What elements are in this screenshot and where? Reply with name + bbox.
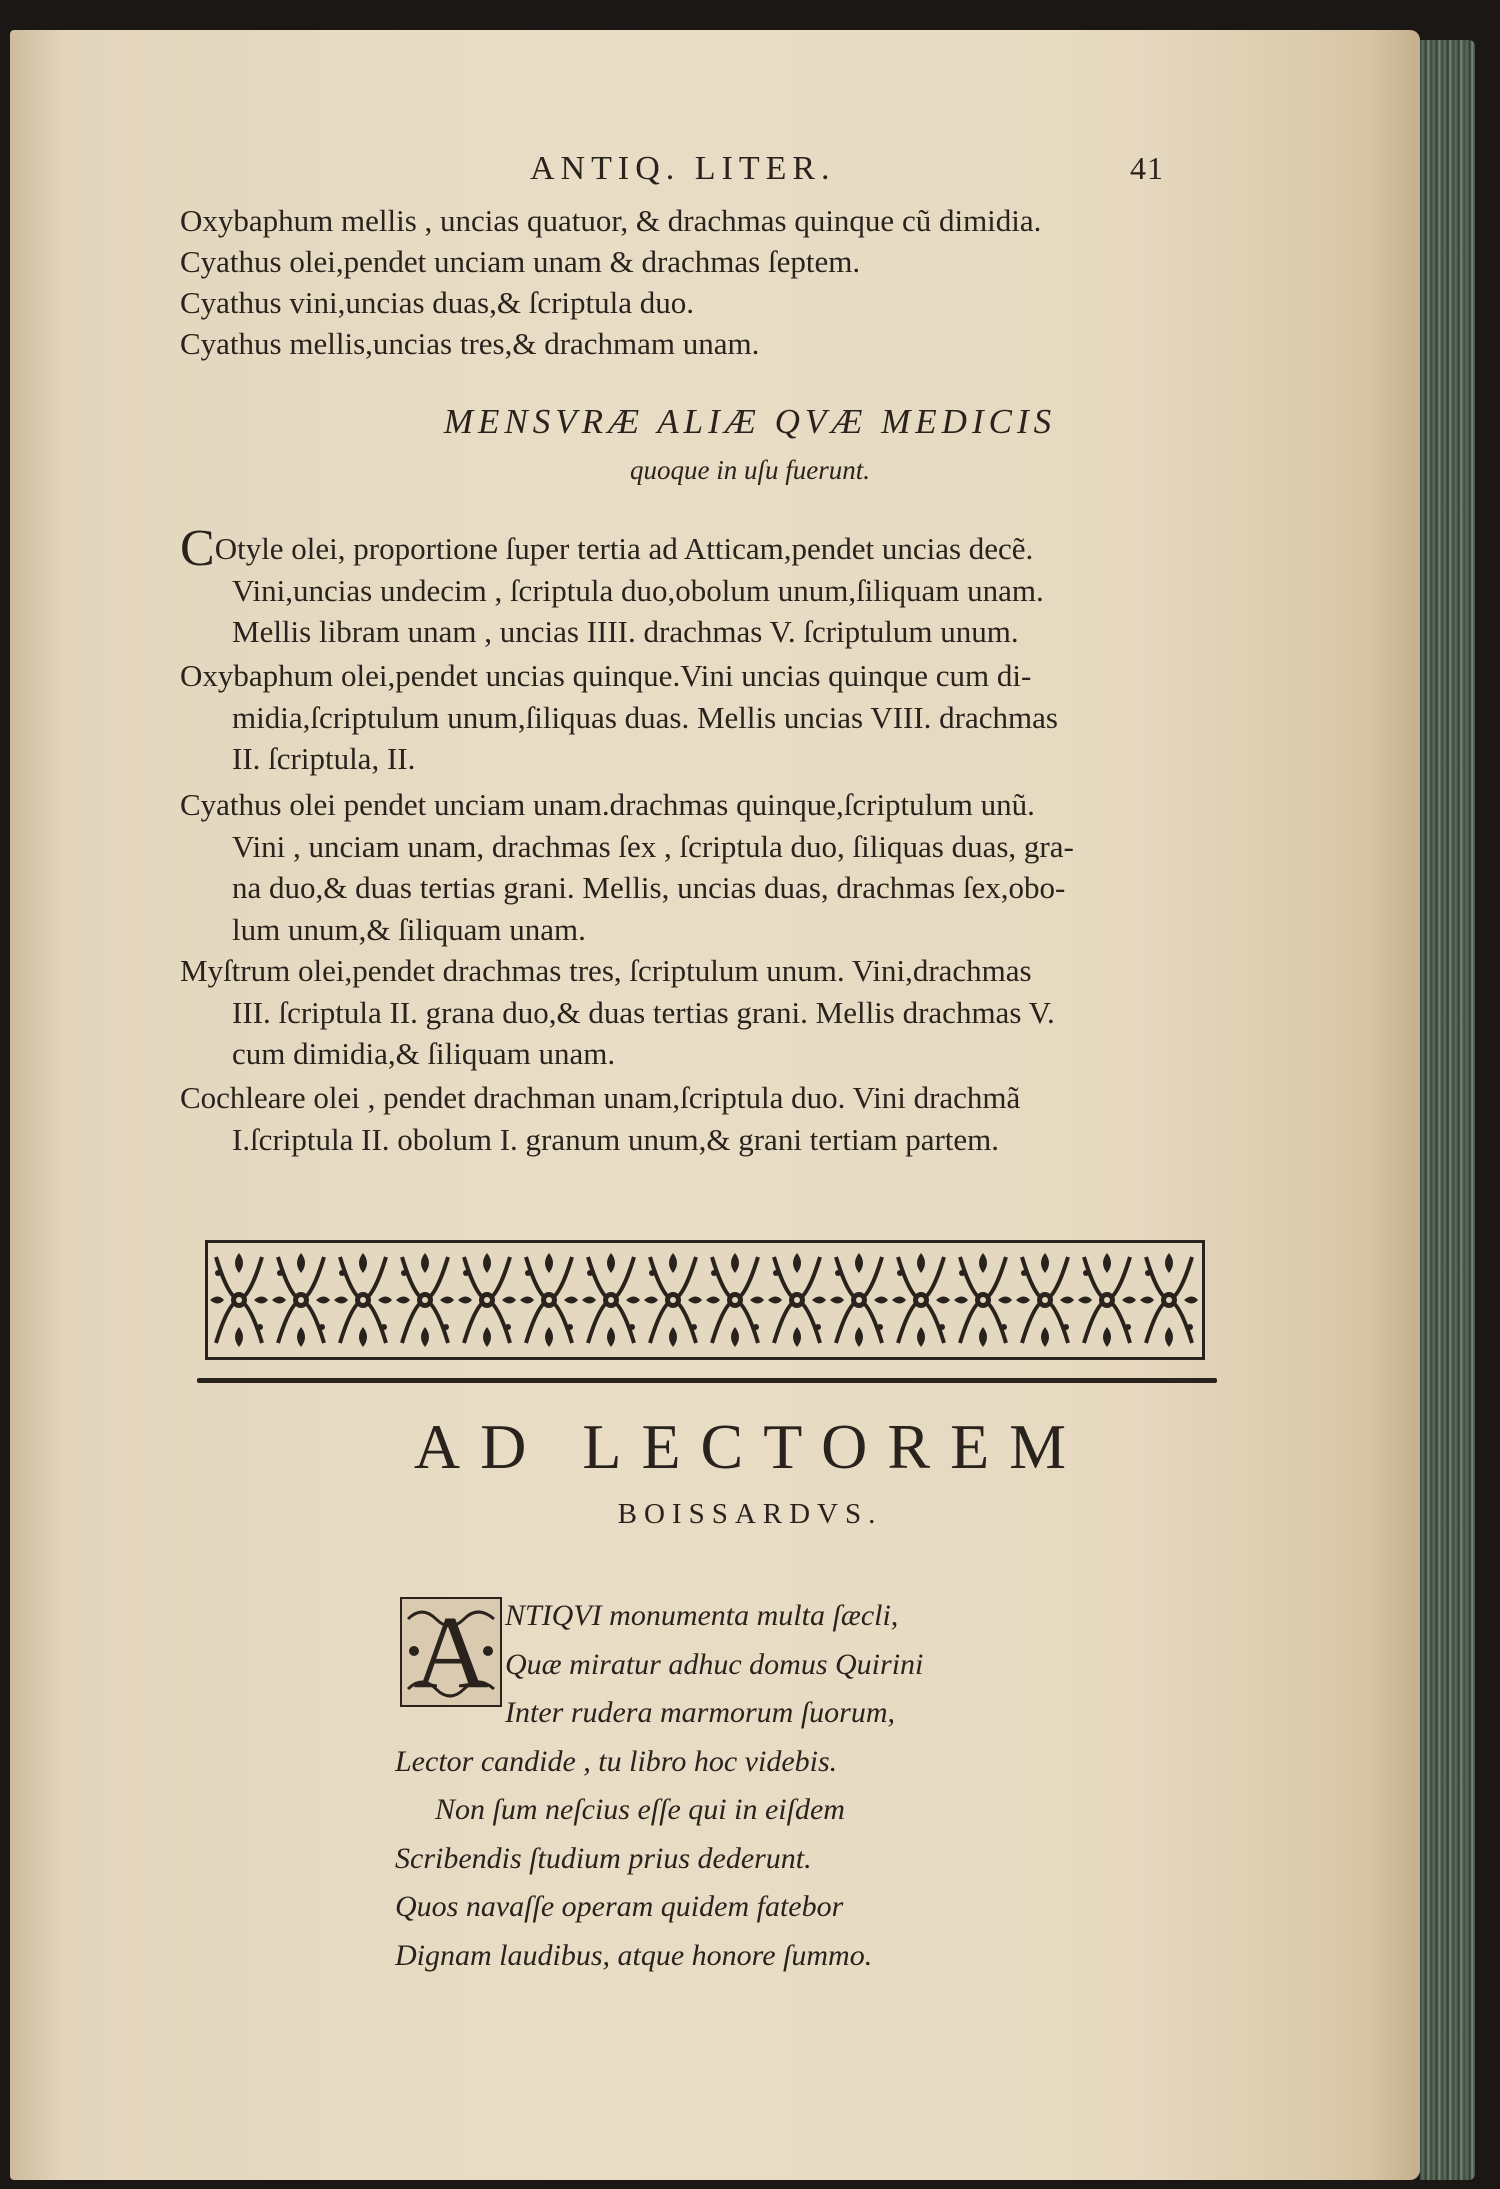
address-author: BOISSARDVS.	[617, 1498, 883, 1530]
text-line: Cyathus olei,pendet unciam unam & drachmas ſeptem.	[180, 244, 861, 279]
text-line: Cochleare olei , pendet drachman unam,ſcriptula duo. Vini drachmã	[180, 1080, 1021, 1115]
text-line: Vini , unciam unam, drachmas ſex , ſcriptula duo, ſiliquas duas, gra-	[232, 828, 1074, 864]
initial-letter: A	[413, 1595, 489, 1710]
text-line: Otyle olei, proportione ſuper tertia ad Atticam,pendet uncias decẽ.	[214, 531, 1034, 566]
poem-line: Quos navaſſe operam quidem fatebor	[395, 1890, 844, 1923]
text-line: midia,ſcriptulum unum,ſiliquas duas. Mellis uncias VIII. drachmas	[232, 699, 1058, 735]
top-lines	[180, 200, 1220, 364]
paragraph-oxybaphum	[180, 655, 1220, 780]
text-line: Oxybaphum mellis , uncias quatuor, & drachmas quinque cũ dimidia.	[180, 203, 1042, 238]
text-line: Myſtrum olei,pendet drachmas tres, ſcriptulum unum. Vini,drachmas	[180, 953, 1032, 988]
poem-line: Dignam laudibus, atque honore ſummo.	[395, 1938, 873, 1972]
poem-line: Non ſum neſcius eſſe qui in eiſdem	[435, 1793, 845, 1826]
address-title: AD LECTOREM	[413, 1411, 1087, 1482]
running-head: ANTIQ. LITER.	[530, 150, 836, 187]
text-line: Cyathus olei pendet unciam unam.drachmas quinque,ſcriptulum unũ.	[180, 787, 1035, 822]
paragraph-mystrum	[180, 950, 1220, 1075]
section-subtitle: quoque in uſu fuerunt.	[630, 455, 870, 485]
section-title: MENSVRÆ ALIÆ QVÆ MEDICIS	[443, 402, 1057, 441]
poem-line: Inter rudera marmorum ſuorum,	[505, 1696, 895, 1729]
text-line: Cyathus vini,uncias duas,& ſcriptula duo.	[180, 285, 695, 320]
poem-line: NTIQVI monumenta multa ſæcli,	[505, 1599, 899, 1632]
text-line: II. ſcriptula, II.	[232, 741, 416, 776]
text-line: I.ſcriptula II. obolum I. granum unum,& grani tertiam partem.	[232, 1121, 1000, 1157]
poem-line: Scribendis ſtudium prius dederunt.	[395, 1841, 812, 1875]
ornament-pattern	[208, 1243, 1202, 1357]
poem-line: Quæ miratur adhuc domus Quirini	[505, 1647, 924, 1681]
text-line: lum unum,& ſiliquam unam.	[232, 911, 586, 947]
paragraph-cotyle	[180, 520, 1220, 653]
page-edge	[1420, 40, 1475, 2180]
text-line: Mellis libram unam , uncias IIII. drachmas V. ſcriptulum unum.	[232, 614, 1019, 649]
paragraph-cyathus	[180, 784, 1220, 950]
paragraph-cochleare	[180, 1077, 1220, 1160]
text-line: Cyathus mellis,uncias tres,& drachmam unam.	[180, 326, 760, 361]
text-line: Vini,uncias undecim , ſcriptula duo,obolum unum,ſiliquam unam.	[232, 572, 1044, 608]
poem	[395, 1592, 923, 1980]
horizontal-rule	[197, 1378, 1217, 1383]
poem-line: Lector candide , tu libro hoc videbis.	[395, 1744, 838, 1778]
text-line: na duo,& duas tertias grani. Mellis, uncias duas, drachmas ſex,obo-	[232, 870, 1066, 905]
text-line: Oxybaphum olei,pendet uncias quinque.Vini uncias quinque cum di-	[180, 658, 1032, 693]
ornamental-band	[205, 1240, 1205, 1360]
text-line: cum dimidia,& ſiliquam unam.	[232, 1036, 616, 1071]
text-line: III. ſcriptula II. grana duo,& duas tertias grani. Mellis drachmas V.	[232, 994, 1055, 1030]
initial-letter: C	[180, 520, 215, 577]
page-number: 41	[1130, 150, 1164, 186]
